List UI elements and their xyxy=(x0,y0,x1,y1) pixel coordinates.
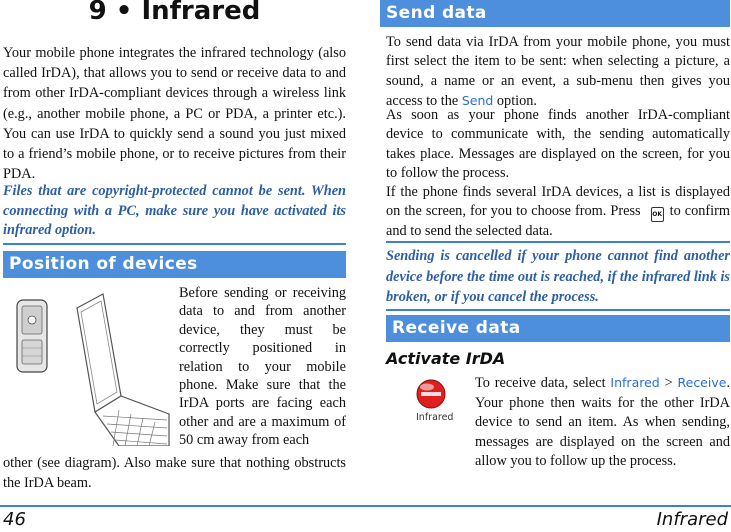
page-number: 46 xyxy=(3,509,26,530)
ok-key-icon: OK xyxy=(651,207,664,222)
send-keyword: Send xyxy=(461,92,494,108)
send-paragraph-2: As soon as your phone finds another IrDA-compliant device to communicate with, the sending automatically takes place. Messages are displayed on the screen, for you to follow the process. xyxy=(386,107,730,181)
divider xyxy=(386,309,730,311)
send-cancel-note: Sending is cancelled if your phone cannot find another device before the time out is reached, if the infrared link is broken, or if you cancel the process. xyxy=(386,248,730,305)
position-paragraph-side: Before sending or receiving data to and from another device, they must be correctly positioned in relation to your mobile phone. Make sure that the IrDA ports are facing each other and are a maximum of 50 cm away from each xyxy=(179,285,346,449)
laptop-screen xyxy=(77,294,121,412)
send-paragraph-3: If the phone finds several IrDA devices, a list is displayed on the screen, for you to choose from. Press OK to confirm and to send the selected data. xyxy=(386,184,731,240)
intro-paragraph: Your mobile phone integrates the infrared technology (also called IrDA), that allows you to send or receive data to and from other IrDA-compliant devices through a wireless link (e.g., another mobile phone, a PC or PDA, a printer etc.). You can use IrDA to quickly send a sound you just mixed to a friend’s mobile phone, or to receive pictures from their PDA. xyxy=(3,45,346,183)
phone-laptop-diagram xyxy=(7,286,171,446)
section-heading-send: Send data xyxy=(380,0,730,27)
infrared-menu-icon xyxy=(412,378,452,424)
receive-keyword: Receive xyxy=(677,375,727,390)
activate-irda-subheading: Activate IrDA xyxy=(386,349,506,368)
chapter-title: 9 • Infrared xyxy=(88,0,261,26)
infrared-icon-label: Infrared xyxy=(416,412,454,423)
copyright-note: Files that are copyright-protected cannot be sent. When connecting with a PC, make sure you have activated its infrared option. xyxy=(3,183,346,238)
divider xyxy=(386,241,730,243)
section-heading-receive: Receive data xyxy=(386,315,730,342)
infrared-keyword: Infrared xyxy=(610,375,660,390)
section-heading-position: Position of devices xyxy=(3,251,346,278)
receive-paragraph: To receive data, select Infrared > Receive. Your phone then waits for the other IrDA device to send an item. As when sending, messages are displayed on the screen and allow you to follow up the process. xyxy=(475,375,731,470)
divider xyxy=(3,243,346,245)
position-paragraph-full: other (see diagram). Also make sure that nothing obstructs the IrDA beam. xyxy=(3,455,346,492)
send-paragraph-1: To send data via IrDA from your mobile phone, you must first select the item to be sent: when selecting a picture, a sound, a name or an event, a sub-menu then gives you access to the Send option. xyxy=(386,34,730,109)
footer-divider xyxy=(0,505,731,507)
footer-section-name: Infrared xyxy=(656,509,728,530)
